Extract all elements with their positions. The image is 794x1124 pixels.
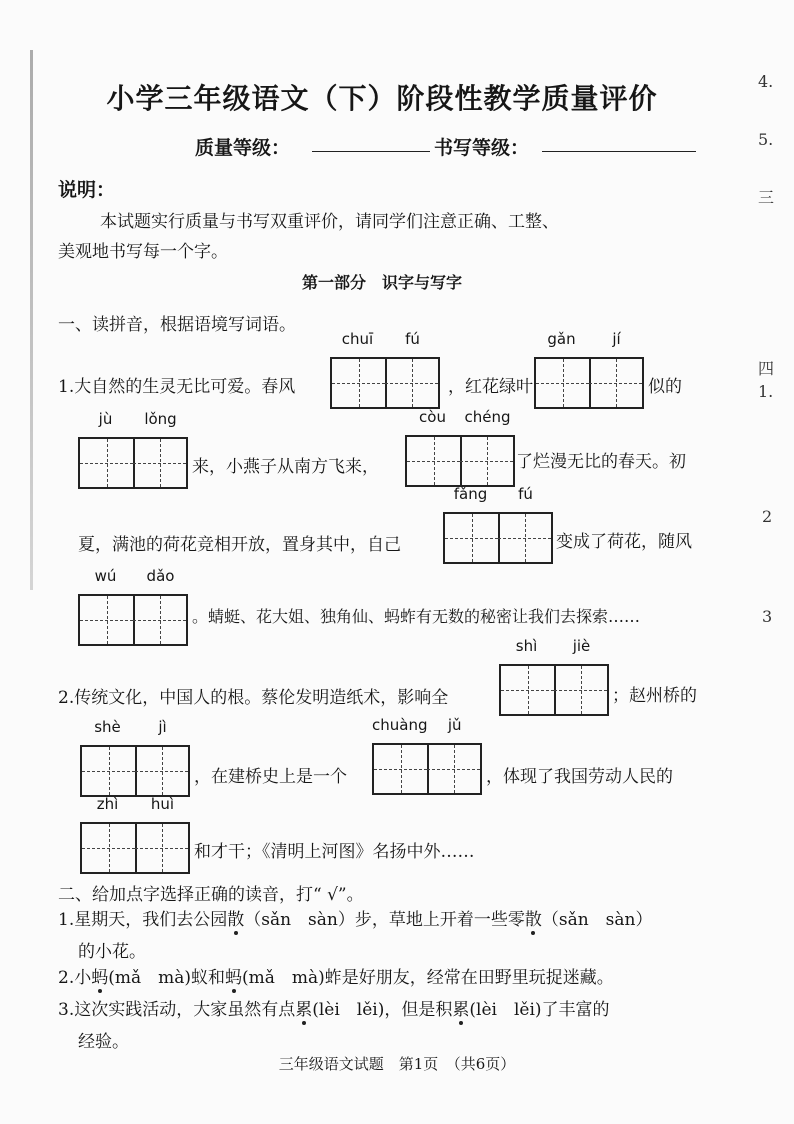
section-2-title: 二、给加点字选择正确的读音，打“ √”。 xyxy=(58,885,364,905)
dotted-char: 累 xyxy=(452,995,469,1020)
q2-text-e: 和才干；《清明上河图》名扬中外…… xyxy=(194,842,475,862)
dotted-char: 蚂 xyxy=(225,963,242,988)
dotted-char: 累 xyxy=(295,995,312,1020)
quality-grade-label: 质量等级： xyxy=(195,137,291,159)
s2-question-3-cont: 经验。 xyxy=(78,1032,129,1052)
q1-text-h: 。蜻蜓、花大姐、独角仙、蚂蚱有无数的秘密让我们去探索…… xyxy=(192,607,641,626)
margin-mark: 3 xyxy=(762,607,773,626)
margin-mark: 2 xyxy=(762,507,773,526)
note-heading: 说明： xyxy=(58,179,116,201)
q2-text-c: ，在建桥史上是一个 xyxy=(194,767,347,787)
q1-text-e: 了烂漫无比的春天。初 xyxy=(516,452,686,472)
margin-mark: 三 xyxy=(758,188,775,207)
writing-grade-blank[interactable] xyxy=(542,133,696,152)
q1-text-c: 似的 xyxy=(648,377,682,397)
margin-mark: 1. xyxy=(758,382,774,401)
s2-question-2: 2.小蚂(mǎ mà)蚁和蚂(mǎ mà)蚱是好朋友，经常在田野里玩捉迷藏。 xyxy=(58,963,614,988)
note-line-2: 美观地书写每一个字。 xyxy=(58,242,228,262)
q1-text-b: ，红花绿叶 xyxy=(448,377,533,397)
dotted-char: 蚂 xyxy=(91,963,108,988)
q1-text-a: 1.大自然的生灵无比可爱。春风 xyxy=(58,377,296,397)
reading-choice[interactable]: (mǎ mà)蚱是好朋友，经常在田野里玩捉迷藏。 xyxy=(242,968,614,988)
margin-mark: 4. xyxy=(758,72,774,91)
reading-choice[interactable]: (lèi lěi)，但是积 xyxy=(312,1000,453,1020)
note-line-1: 本试题实行质量与书写双重评价，请同学们注意正确、工整、 xyxy=(100,212,559,232)
q1-text-d: 来，小燕子从南方飞来， xyxy=(192,457,379,477)
part-title: 第一部分 识字与写字 xyxy=(301,273,462,292)
dotted-char: 散 xyxy=(525,905,542,930)
scan-edge xyxy=(30,50,33,590)
q2-text-b: ；赵州桥的 xyxy=(612,686,697,706)
s2-question-1-cont: 的小花。 xyxy=(78,942,146,962)
section-1-title: 一、读拼音，根据语境写词语。 xyxy=(58,315,296,335)
reading-choice[interactable]: （sǎn sàn）步，草地上开着一些零 xyxy=(244,910,525,930)
reading-choice[interactable]: (mǎ mà)蚁和 xyxy=(108,968,226,988)
reading-choice[interactable]: (lèi lěi)了丰富的 xyxy=(469,1000,610,1020)
dotted-char: 散 xyxy=(227,905,244,930)
margin-mark: 5. xyxy=(758,130,774,149)
s2-question-1: 1.星期天，我们去公园散（sǎn sàn）步，草地上开着一些零散（sǎn sàn） xyxy=(58,905,652,930)
q2-text-d: ，体现了我国劳动人民的 xyxy=(486,767,673,787)
writing-grade-label: 书写等级： xyxy=(434,137,530,159)
q1-text-f: 夏，满池的荷花竞相开放，置身其中，自己 xyxy=(78,535,401,555)
page-footer: 三年级语文试题 第1页 （共6页） xyxy=(278,1055,516,1073)
margin-mark: 四 xyxy=(758,359,775,378)
reading-choice[interactable]: （sǎn sàn） xyxy=(541,910,653,930)
q1-text-g: 变成了荷花，随风 xyxy=(556,532,692,552)
s2-question-3: 3.这次实践活动，大家虽然有点累(lèi lěi)，但是积累(lèi lěi)了丰富的 xyxy=(58,995,610,1020)
page-title: 小学三年级语文（下）阶段性教学质量评价 xyxy=(106,82,658,115)
q2-text-a: 2.传统文化，中国人的根。蔡伦发明造纸术，影响全 xyxy=(58,688,449,708)
quality-grade-blank[interactable] xyxy=(312,133,430,152)
